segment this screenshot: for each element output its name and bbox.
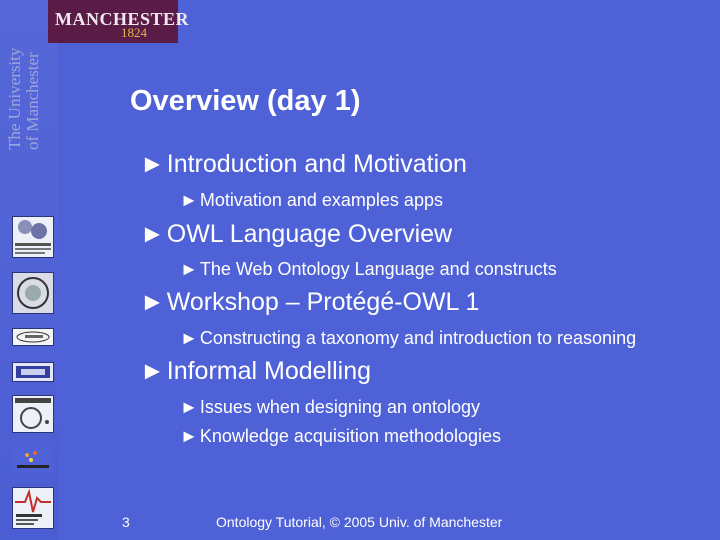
bullet-arrow-icon: ►: [180, 426, 198, 446]
section-heading-text: Informal Modelling: [166, 357, 372, 385]
section-heading: [140, 288, 479, 317]
university-line1: The University: [5, 47, 24, 150]
page-number: 3: [122, 514, 130, 530]
section-subitem: [180, 397, 480, 418]
bullet-arrow-icon: ►: [180, 259, 198, 279]
manchester-logo: [48, 0, 190, 43]
protege-circle-logo-icon: [12, 272, 54, 314]
bullet-arrow-icon: ►: [140, 357, 165, 385]
section-subitem-text: Issues when designing an ontology: [199, 397, 481, 417]
section-subitem: [180, 190, 443, 211]
section-subitem-text: Constructing a taxonomy and introduction to reasoning: [199, 328, 637, 348]
bullet-arrow-icon: ►: [140, 288, 165, 316]
logo-main-text: MANCHESTER: [55, 9, 190, 29]
ontology-ltd-logo-icon: [12, 395, 54, 433]
bullet-arrow-icon: ►: [180, 190, 198, 210]
section-heading: [140, 220, 452, 249]
section-subitem-text: Knowledge acquisition methodologies: [199, 426, 502, 446]
medical-informatics-logo-icon: [12, 487, 54, 529]
section-subitem: [180, 328, 636, 349]
section-heading-text: Workshop – Protégé-OWL 1: [166, 288, 480, 316]
bullet-arrow-icon: ►: [180, 328, 198, 348]
bullet-arrow-icon: ►: [140, 220, 165, 248]
footer-copyright: Ontology Tutorial, © 2005 Univ. of Manchester: [216, 514, 503, 530]
bullet-arrow-icon: ►: [140, 150, 165, 178]
section-subitem-text: Motivation and examples apps: [199, 190, 443, 210]
section-heading: [140, 150, 467, 179]
logo-year-text: 1824: [121, 25, 147, 40]
university-wordmark: [6, 30, 54, 150]
aki-logo-icon: [12, 362, 54, 382]
slide-title: Overview (day 1): [130, 85, 361, 117]
protege-logo-icon: [12, 328, 54, 346]
co-ode-logo-icon: [12, 216, 54, 258]
section-heading: [140, 357, 371, 386]
bullet-arrow-icon: ►: [180, 397, 198, 417]
section-subitem: [180, 426, 501, 447]
university-line2: of Manchester: [23, 52, 42, 150]
section-heading-text: OWL Language Overview: [166, 220, 453, 248]
section-subitem-text: The Web Ontology Language and constructs: [199, 259, 557, 279]
section-subitem: [180, 259, 557, 280]
hypergallery-logo-icon: [12, 446, 54, 472]
section-heading-text: Introduction and Motivation: [166, 150, 467, 178]
